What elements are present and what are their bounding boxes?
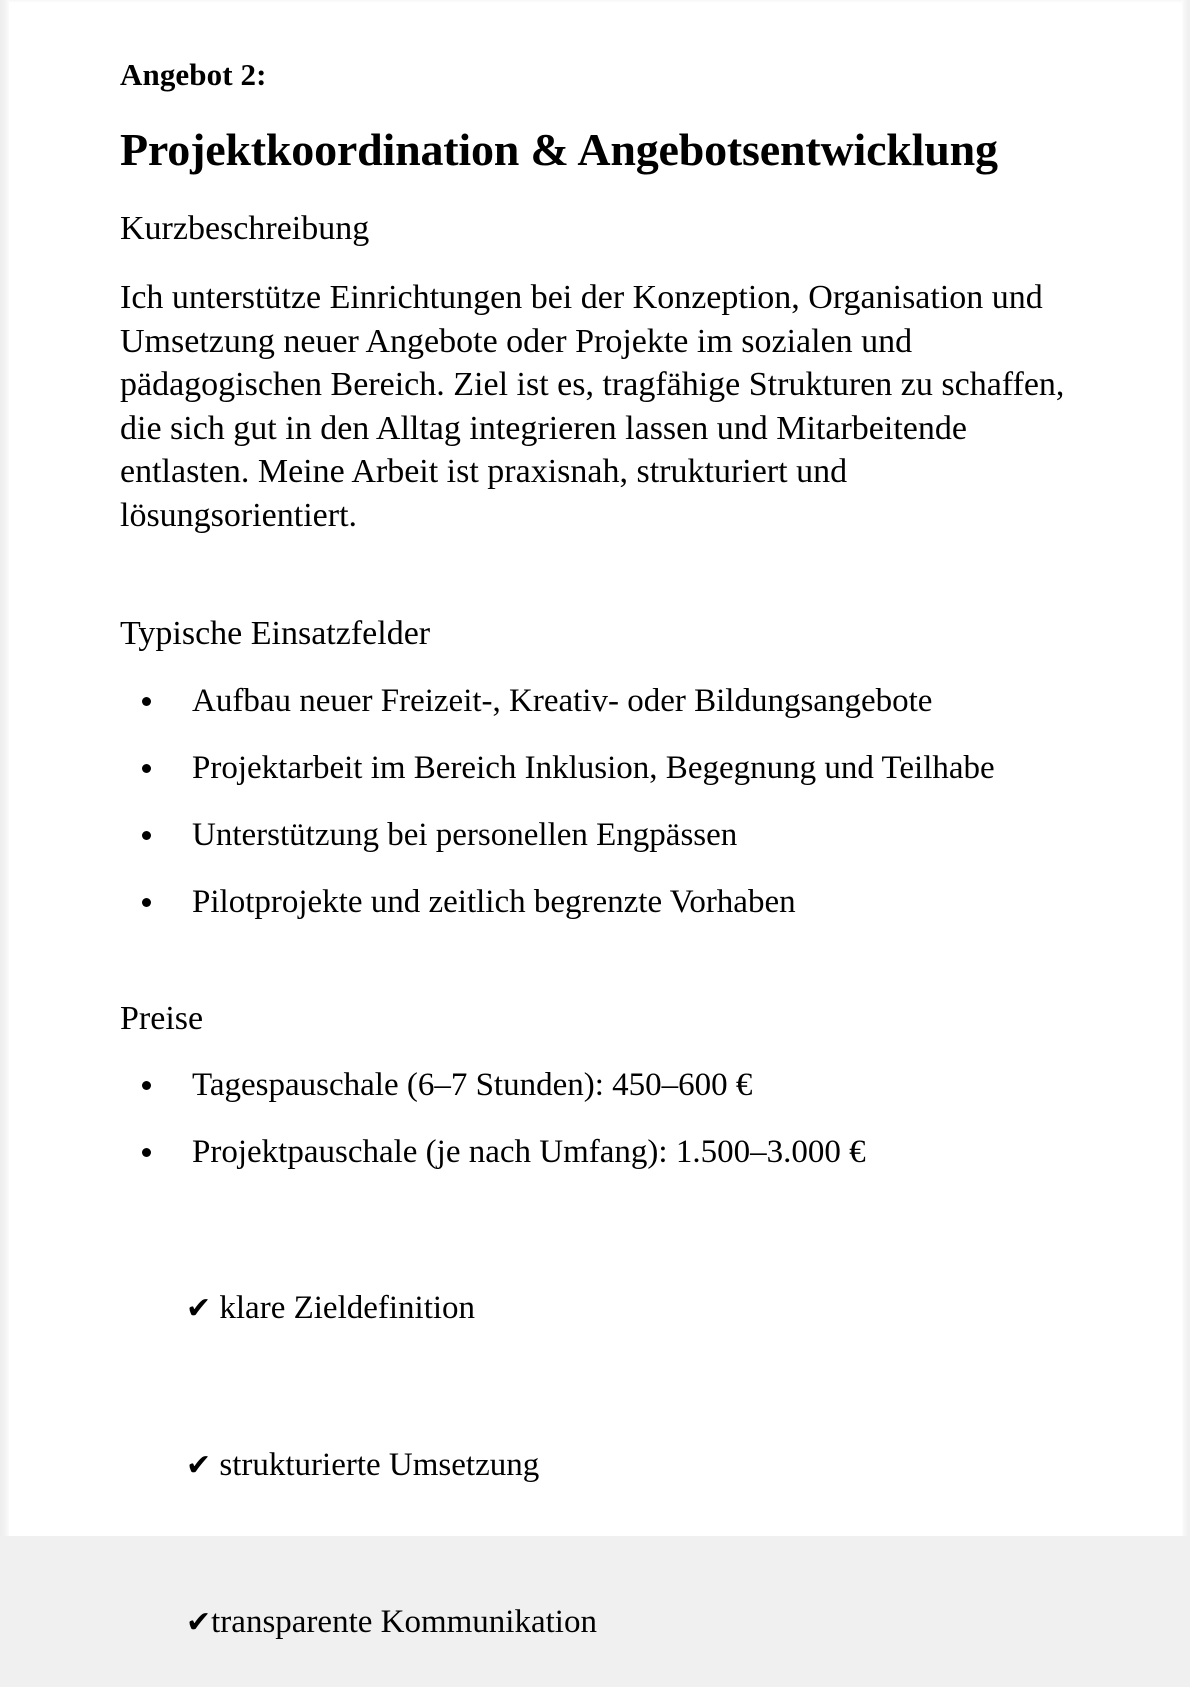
bullet-dot-icon bbox=[142, 831, 151, 840]
page-right-edge bbox=[1182, 0, 1190, 1536]
list-item-label: Unterstützung bei personellen Engpässen bbox=[192, 816, 738, 853]
list-item bbox=[120, 680, 1080, 723]
list-item-label: klare Zieldefinition bbox=[219, 1290, 476, 1327]
list-item-label: Pilotprojekte und zeitlich begrenzte Vorhaben bbox=[192, 883, 796, 920]
check-mark-icon: ✔ bbox=[186, 1448, 212, 1484]
bullet-dot-icon bbox=[142, 697, 151, 706]
bullet-dot-icon bbox=[142, 898, 151, 907]
description-paragraph: Ich unterstütze Einrichtungen bei der Konzeption, Organisation und Umsetzung neuer Angebote oder Projekte im sozialen und pädagogischen Bereich. Ziel ist es, tragfähige Strukturen zu schaffen, die sich gut in den Alltag integrieren lassen und Mitarbeitende entlasten. Meine Arbeit ist praxisnah, strukturiert und lösungsorientiert. bbox=[120, 279, 1065, 534]
list-item bbox=[120, 1064, 1080, 1107]
section-label-prices: Preise bbox=[120, 999, 204, 1037]
list-item bbox=[120, 1558, 1080, 1687]
bullet-dot-icon bbox=[142, 764, 151, 773]
list-item bbox=[120, 881, 1080, 924]
list-item bbox=[120, 1244, 1080, 1373]
section-label-fields: Typische Einsatzfelder bbox=[120, 615, 431, 653]
section-label-description: Kurzbeschreibung bbox=[120, 209, 370, 247]
check-mark-icon: ✔ bbox=[186, 1291, 212, 1327]
highlights-list bbox=[120, 1244, 1080, 1687]
check-mark-icon: ✔ bbox=[186, 1605, 212, 1641]
list-item bbox=[120, 747, 1080, 790]
list-item-label: Projektpauschale (je nach Umfang): 1.500–3.000 € bbox=[192, 1134, 866, 1171]
fields-list bbox=[120, 680, 1080, 924]
list-item bbox=[120, 1131, 1080, 1174]
offer-kicker: Angebot 2: bbox=[120, 57, 267, 92]
bullet-dot-icon bbox=[142, 1148, 151, 1157]
list-item bbox=[120, 1401, 1080, 1530]
list-item-label: Aufbau neuer Freizeit-, Kreativ- oder Bildungsangebote bbox=[192, 682, 933, 719]
list-item-label: strukturierte Umsetzung bbox=[219, 1447, 540, 1484]
list-item-label: Tagespauschale (6–7 Stunden): 450–600 € bbox=[192, 1067, 753, 1104]
document-content bbox=[120, 0, 1080, 1687]
list-item-label: Projektarbeit im Bereich Inklusion, Begegnung und Teilhabe bbox=[192, 749, 995, 786]
list-item-label: transparente Kommunikation bbox=[211, 1604, 597, 1641]
bullet-dot-icon bbox=[142, 1081, 151, 1090]
page-left-edge bbox=[0, 0, 9, 1536]
list-item bbox=[120, 814, 1080, 857]
prices-list bbox=[120, 1064, 1080, 1174]
page-title: Projektkoordination & Angebotsentwicklung bbox=[120, 124, 998, 176]
